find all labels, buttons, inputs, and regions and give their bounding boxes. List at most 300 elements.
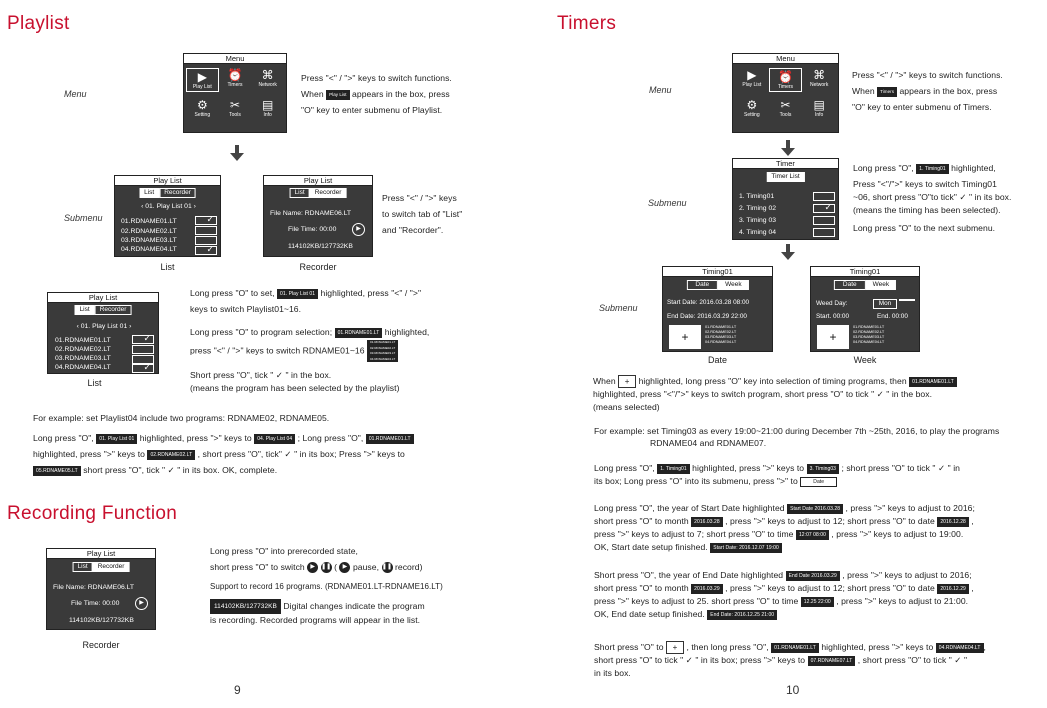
pause-icon: ❚❚ xyxy=(382,562,393,573)
text-line: Long press "O" to the next submenu. xyxy=(853,223,996,233)
menu-icon-grid xyxy=(735,68,836,118)
text-fragment: , xyxy=(971,583,974,593)
text-fragment: , xyxy=(971,516,974,526)
text-fragment: , press ">" keys to adjust to 12; short press "O" to date xyxy=(725,583,935,593)
inline-tag: 01.RDNAME01.LT xyxy=(367,340,398,346)
text-fragment: Short press "O", the year of End Date highlighted xyxy=(594,570,784,580)
menu-item-label: Timers xyxy=(227,82,243,88)
text-fragment: , press ">" keys to adjust to 2016; xyxy=(842,570,972,580)
menu-item-label: Tools xyxy=(779,112,792,118)
tab-recorder[interactable]: Recorder xyxy=(93,562,130,572)
inline-tag: Date xyxy=(800,477,837,487)
text-line xyxy=(852,83,1042,99)
text-fragment: When xyxy=(852,86,875,96)
text-fragment: press "<" / ">" keys to switch RDNAME01~16 xyxy=(190,345,365,356)
add-program-button[interactable]: + xyxy=(669,325,701,349)
play-icon[interactable]: ▶ xyxy=(135,597,148,610)
text-line: Press "<"/">" keys to switch Timing01 xyxy=(853,179,997,189)
text-fragment: , press ">" keys to adjust to 12; short press "O" to date xyxy=(725,516,935,526)
text-line xyxy=(210,599,510,614)
text-fragment: highlighted, long press "O" key into selection of timing programs, then xyxy=(638,376,907,386)
timer-example-step3 xyxy=(594,569,1044,621)
timer-list-screen xyxy=(732,158,839,240)
program-item: 02.RDNAME02.LT xyxy=(705,330,737,334)
inline-tag: Start Date 2016.03.28 xyxy=(787,504,843,514)
text-fragment: its box; Long press "O" into its submenu, press ">" to xyxy=(594,476,798,486)
playlist-icon: ▶ xyxy=(747,68,757,82)
checkbox[interactable] xyxy=(195,226,217,235)
timer-item[interactable]: 4. Timing 04 xyxy=(739,229,777,236)
text-fragment: appears in the box, press xyxy=(352,89,450,99)
file-name: File Name: RDNAME06.LT xyxy=(270,210,352,217)
tab-bar xyxy=(290,188,347,198)
text-line: Short press "O", tick " ✓ " in the box. xyxy=(190,370,332,380)
checkbox[interactable] xyxy=(813,216,835,225)
screen-title: Play List xyxy=(47,549,155,559)
inline-tag: 12:07 08:00 xyxy=(796,530,829,540)
text-line: (means selected) xyxy=(593,402,660,412)
submenu-label: Submenu xyxy=(648,198,687,208)
weed-day-label: Weed Day: xyxy=(816,300,848,307)
menu-label: Menu xyxy=(64,89,87,99)
text-line: RDNAME04 and RDNAME07. xyxy=(650,438,767,448)
menu-item-tools[interactable] xyxy=(769,98,803,118)
text-line xyxy=(594,595,1044,608)
inline-tag: 01.RDNAME01.LT xyxy=(771,643,819,653)
text-line: to switch tab of "List" xyxy=(382,209,463,219)
inline-tag: 04.RDNAME04.LT xyxy=(936,643,984,653)
tab-recorder[interactable]: Recorder xyxy=(310,188,347,198)
timer-example-step2 xyxy=(594,502,1044,554)
text-fragment: Long press "O", the year of Start Date highlighted xyxy=(594,503,785,513)
timing-week-screen xyxy=(810,266,920,352)
submenu-instructions xyxy=(382,190,492,238)
text-fragment: short press "O" to tick " ✓ " in its box; press ">" keys to xyxy=(594,655,806,665)
start-date[interactable]: Start Date: 2016.03.28 08:00 xyxy=(667,299,750,306)
file-name: File Name: RDNAME06.LT xyxy=(53,584,135,591)
network-icon: ⌘ xyxy=(813,68,826,82)
tools-icon: ✂ xyxy=(229,98,241,112)
playlist-list-screen xyxy=(114,175,221,257)
file-time: File Time: 00:00 xyxy=(71,600,120,607)
menu-screen-title: Menu xyxy=(184,54,286,64)
text-fragment: pause, xyxy=(352,562,380,572)
playlist-name: 01. Play List 01 xyxy=(145,203,192,210)
gear-icon: ⚙ xyxy=(746,98,758,112)
text-fragment: short press "O" to month xyxy=(594,583,689,593)
timer-item[interactable]: 3. Timing 03 xyxy=(739,217,777,224)
recording-instructions xyxy=(210,543,510,626)
timer-example-intro xyxy=(594,425,1044,449)
checkbox[interactable] xyxy=(813,204,835,213)
menu-item-label: Timers xyxy=(777,84,794,90)
tab-bar xyxy=(75,305,132,315)
arrow-down-icon xyxy=(781,148,795,156)
screen-title: Play List xyxy=(115,176,220,186)
text-fragment: , short press "O", tick" ✓ " in its box; Press ">" keys to xyxy=(197,449,405,459)
program-list xyxy=(853,325,884,345)
menu-item-timers[interactable] xyxy=(769,68,803,92)
menu-screen-title: Menu xyxy=(733,54,838,64)
text-line xyxy=(594,515,1044,528)
submenu-label: Submenu xyxy=(599,303,638,313)
menu-item-label: Network xyxy=(809,82,829,88)
menu-item-label: Tools xyxy=(229,112,241,118)
list-item[interactable]: 02.RDNAME02.LT xyxy=(121,228,177,235)
menu-item-info[interactable] xyxy=(802,98,836,118)
menu-text-line xyxy=(301,86,541,102)
tab-bar xyxy=(766,172,804,182)
play-icon: ▶ xyxy=(339,562,350,573)
inline-tag: 05.RDNAME05.LT xyxy=(33,466,81,476)
inline-tag: 2016.12.29 xyxy=(937,584,969,594)
tab-timer-list[interactable]: Timer List xyxy=(766,172,804,182)
text-fragment: , xyxy=(983,642,986,652)
tab-date[interactable]: Date xyxy=(834,280,866,290)
list-item[interactable]: 01.RDNAME01.LT xyxy=(55,337,111,344)
menu-item-playlist[interactable] xyxy=(735,68,769,92)
text-fragment: Long press "O", xyxy=(594,463,655,473)
timer-instructions xyxy=(853,160,1043,236)
text-fragment: OK, Start date setup finished. xyxy=(594,542,708,552)
inline-tag: 01.RDNAME01.LT xyxy=(335,328,383,338)
timer-example-step1 xyxy=(594,462,1044,488)
text-line xyxy=(594,654,1044,667)
text-line xyxy=(594,569,1044,582)
submenu-label: Submenu xyxy=(64,213,103,223)
page-number: 10 xyxy=(786,683,800,697)
weekday-field-extra[interactable] xyxy=(899,299,915,301)
checkbox[interactable] xyxy=(195,216,217,225)
inline-tag: 01. Play List 01 xyxy=(277,289,318,299)
menu-label: Menu xyxy=(649,85,672,95)
add-program-button[interactable]: + xyxy=(817,325,849,349)
info-icon: ▤ xyxy=(813,98,825,112)
text-line xyxy=(594,608,1044,621)
recording-heading: Recording Function xyxy=(7,503,178,524)
info-icon: ▤ xyxy=(261,98,274,112)
text-fragment: press ">" keys to adjust to 25. short press "O" to time xyxy=(594,596,799,606)
timer-item[interactable]: 2. Timing 02 xyxy=(739,205,777,212)
inline-tag: 2016.12.28 xyxy=(937,517,969,527)
list-item[interactable]: 01.RDNAME01.LT xyxy=(121,218,177,225)
timers-inline-icon: Timers xyxy=(877,87,897,97)
text-fragment: , press ">" keys to adjust to 19:00. xyxy=(831,529,964,539)
playlist-icon: ▶ xyxy=(197,70,207,84)
text-fragment: When xyxy=(593,376,616,386)
date-caption: Date xyxy=(707,355,727,365)
text-line: For example: set Playlist04 include two programs: RDNAME02, RDNAME05. xyxy=(33,413,330,423)
menu-item-setting[interactable] xyxy=(186,98,219,118)
program-item: 01.RDNAME01.LT xyxy=(853,325,885,329)
screen-title: Timing01 xyxy=(663,267,772,277)
text-line xyxy=(33,446,523,462)
weekday-field[interactable]: Mon xyxy=(873,299,897,309)
tab-recorder[interactable]: Recorder xyxy=(95,305,132,315)
menu-screen xyxy=(183,53,287,133)
tab-list[interactable]: List xyxy=(73,562,93,572)
tab-list[interactable]: List xyxy=(75,305,95,315)
program-item: 04.RDNAME04.LT xyxy=(705,340,737,344)
storage-size: 114102KB/127732KB xyxy=(69,617,134,624)
text-line: "O" key to enter submenu of Timers. xyxy=(852,102,992,112)
storage-size: 114102KB/127732KB xyxy=(288,243,353,250)
text-line xyxy=(853,160,1043,176)
tab-recorder[interactable]: Recorder xyxy=(159,188,196,198)
list-item[interactable]: 03.RDNAME03.LT xyxy=(121,237,177,244)
list-instructions xyxy=(190,285,490,395)
text-fragment: , then long press "O", xyxy=(686,642,769,652)
program-item: 04.RDNAME04.LT xyxy=(853,340,885,344)
text-line xyxy=(594,541,1044,554)
text-fragment: highlighted, press ">" keys to xyxy=(139,433,252,443)
inline-tag: 02.RDNAME02.LT xyxy=(147,450,195,460)
text-line: highlighted, press "<"/">" keys to switch program, short press "O" to tick " ✓ " in the box. xyxy=(593,389,933,399)
tab-bar xyxy=(834,280,896,290)
playlist-name: 01. Play List 01 xyxy=(80,323,128,330)
pause-icon: ❚❚ xyxy=(321,562,332,573)
arrow-down-icon xyxy=(786,244,790,252)
text-line: Support to record 16 programs. (RDNAME01.LT-RDNAME16.LT) xyxy=(210,582,443,591)
text-fragment: , press ">" keys to adjust to 21:00. xyxy=(836,596,969,606)
tab-bar xyxy=(686,280,748,290)
inline-tag: 1. Timing01 xyxy=(916,164,948,174)
inline-tag: 2016.03.28 xyxy=(691,517,723,527)
text-line: (means the program has been selected by the playlist) xyxy=(190,383,400,393)
week-caption: Week xyxy=(853,355,877,365)
plus-box-icon: + xyxy=(618,375,636,388)
text-fragment: Long press "O", xyxy=(853,163,914,173)
text-line: (means the timing has been selected). xyxy=(853,205,1001,215)
inline-tag: 03.RDNAME03.LT xyxy=(367,351,398,357)
page-number: 9 xyxy=(234,683,241,697)
checkbox[interactable] xyxy=(195,246,217,255)
text-fragment: Long press "O" to set, xyxy=(190,288,275,298)
play-icon: ▶ xyxy=(307,562,318,573)
network-icon: ⌘ xyxy=(261,68,274,82)
text-line: and "Recorder". xyxy=(382,225,444,235)
text-line xyxy=(594,528,1044,541)
inline-tag: 2016.03.29 xyxy=(691,584,723,594)
text-fragment: highlighted, press ">" keys to xyxy=(821,642,934,652)
text-fragment: short press "O", tick " ✓ " in its box. OK, complete. xyxy=(83,465,278,475)
text-line: is recording. Recorded programs will appear in the list. xyxy=(210,615,421,625)
menu-item-label: Info xyxy=(814,112,824,118)
text-line xyxy=(210,559,510,575)
text-fragment: highlighted, xyxy=(951,163,996,173)
menu-item-setting[interactable] xyxy=(735,98,769,118)
inline-tag: 01.RDNAME01.LT xyxy=(366,434,414,444)
text-line xyxy=(190,285,490,301)
checkbox[interactable] xyxy=(132,335,154,344)
recorder-caption: Recorder xyxy=(299,262,337,272)
menu-item-tools[interactable] xyxy=(219,98,252,118)
program-item: 03.RDNAME03.LT xyxy=(705,335,737,339)
text-line: keys to switch Playlist01~16. xyxy=(190,304,302,314)
alarm-clock-icon: ⏰ xyxy=(227,68,243,82)
menu-item-label: Network xyxy=(258,82,277,88)
menu-item-timers[interactable] xyxy=(219,68,252,92)
inline-tag: 01.RDNAME01.LT xyxy=(909,377,957,387)
timers-heading: Timers xyxy=(557,13,617,34)
screen-title: Timer xyxy=(733,159,838,169)
program-item: 01.RDNAME01.LT xyxy=(705,325,737,329)
inline-tag: 1. Timing01 xyxy=(657,464,689,474)
text-line: Long press "O" into prerecorded state, xyxy=(210,546,358,556)
menu-icon-grid xyxy=(186,68,284,118)
inline-tag: 02.RDNAME02.LT xyxy=(367,346,398,352)
inline-tag: 3. Timing03 xyxy=(807,464,839,474)
checkbox[interactable] xyxy=(813,228,835,237)
text-line xyxy=(190,340,490,362)
list-item[interactable]: 03.RDNAME03.LT xyxy=(55,355,111,362)
arrow-down-icon xyxy=(235,145,239,153)
playlist-list-screen-2 xyxy=(47,292,159,374)
inline-tag: Start Date: 2016.12.07 19:00 xyxy=(710,543,782,553)
playlist-recorder-screen xyxy=(263,175,373,257)
play-icon[interactable]: ▶ xyxy=(352,223,365,236)
text-line xyxy=(594,641,1044,654)
inline-tag: 07.RDNAME07.LT xyxy=(808,656,856,666)
timing-date-screen xyxy=(662,266,773,352)
inline-tag: 12.25 22:00 xyxy=(801,597,834,607)
text-line xyxy=(594,475,1044,488)
screen-title: Play List xyxy=(264,176,372,186)
inline-tag: End Date 2016.03.29 xyxy=(786,571,840,581)
inline-tag: End Date: 2016.12.25 21:00 xyxy=(707,610,777,620)
text-fragment: record) xyxy=(394,562,423,572)
text-line: Press "<" / ">" keys xyxy=(382,193,457,203)
timer-item[interactable]: 1. Timing01 xyxy=(739,193,775,200)
text-fragment: , short press "O" to tick " ✓ " xyxy=(857,655,968,665)
menu-item-info[interactable] xyxy=(251,98,284,118)
arrow-down-icon xyxy=(786,140,790,148)
text-line: ~06, short press "O"to tick" ✓ " in its box. xyxy=(853,192,1012,202)
plus-box-icon: + xyxy=(666,641,684,654)
text-line: For example: set Timing03 as every 19:00~21:00 during December 7th ~25th, 2016, to play the programs xyxy=(594,426,1000,436)
list-item[interactable]: 02.RDNAME02.LT xyxy=(55,346,111,353)
checkbox[interactable] xyxy=(132,364,154,373)
tab-date[interactable]: Date xyxy=(686,280,718,290)
end-date[interactable]: End Date: 2016.03.29 22:00 xyxy=(667,313,747,320)
menu-item-network[interactable] xyxy=(251,68,284,92)
inline-tag-stack xyxy=(367,340,398,362)
menu-item-label: Info xyxy=(263,112,272,118)
menu-item-label: Setting xyxy=(194,112,211,118)
playlist-inline-icon: Play List xyxy=(326,90,349,100)
program-item: 02.RDNAME02.LT xyxy=(853,330,885,334)
text-fragment: Digital changes indicate the program xyxy=(283,600,425,611)
text-fragment: highlighted, xyxy=(384,327,430,337)
menu-text-line: Press "<" / ">" keys to switch functions. xyxy=(301,73,452,83)
text-fragment: Long press "O", xyxy=(33,433,94,443)
program-item: 03.RDNAME03.LT xyxy=(853,335,885,339)
text-line xyxy=(593,375,1043,388)
playlist-selector[interactable]: ‹ 01. Play List 01 › xyxy=(141,203,196,210)
text-fragment: When xyxy=(301,89,324,99)
menu-item-label: Play List xyxy=(192,84,212,90)
start-time[interactable]: Start. 00:00 xyxy=(816,313,850,320)
text-line xyxy=(594,502,1044,515)
inline-tag: 114102KB/127732KB xyxy=(210,599,281,614)
program-list xyxy=(705,325,736,345)
tab-list[interactable]: List xyxy=(290,188,310,198)
tab-week[interactable]: Week xyxy=(866,280,897,290)
end-time[interactable]: End. 00:00 xyxy=(877,313,908,320)
alarm-clock-icon: ⏰ xyxy=(778,70,793,84)
text-line: in its box. xyxy=(594,668,631,678)
menu-item-playlist[interactable] xyxy=(186,68,219,92)
inline-tag: 04.RDNAME04.LT xyxy=(367,357,398,363)
text-fragment: short press "O" to month xyxy=(594,516,689,526)
list-item[interactable]: 04.RDNAME04.LT xyxy=(121,246,177,253)
menu-text-line: "O" key to enter submenu of Playlist. xyxy=(301,105,443,115)
timing-program-instructions xyxy=(593,375,1043,414)
menu-item-label: Setting xyxy=(744,112,760,118)
inline-tag: 04. Play List 04 xyxy=(254,434,295,444)
screen-title: Timing01 xyxy=(811,267,919,277)
timers-menu-instructions xyxy=(852,67,1042,115)
text-line: Press "<" / ">" keys to switch functions. xyxy=(852,70,1003,80)
playlist-example xyxy=(33,410,523,478)
recorder-caption: Recorder xyxy=(82,640,120,650)
checkbox[interactable] xyxy=(813,192,835,201)
menu-screen xyxy=(732,53,839,133)
text-fragment: highlighted, press "<" / ">" xyxy=(320,288,422,298)
file-time: File Time: 00:00 xyxy=(288,226,337,233)
tab-week[interactable]: Week xyxy=(718,280,749,290)
text-fragment: short press "O" to switch xyxy=(210,562,305,572)
text-fragment: OK, End date setup finished. xyxy=(594,609,705,619)
screen-title: Play List xyxy=(48,293,158,303)
text-line xyxy=(33,462,523,478)
text-line xyxy=(594,582,1044,595)
gear-icon: ⚙ xyxy=(196,98,208,112)
menu-item-network[interactable] xyxy=(802,68,836,92)
text-fragment: appears in the box, press xyxy=(899,86,998,96)
list-caption: List xyxy=(87,378,102,388)
playlist-heading: Playlist xyxy=(7,13,70,34)
text-fragment: ( xyxy=(334,562,338,572)
timer-example-step4 xyxy=(594,641,1044,680)
inline-tag: 01. Play List 01 xyxy=(96,434,137,444)
text-fragment: press ">" keys to adjust to 7; short press "O" to time xyxy=(594,529,794,539)
menu-instructions xyxy=(301,70,541,118)
arrow-down-icon xyxy=(781,252,795,260)
arrow-down-icon xyxy=(230,153,244,161)
text-line xyxy=(190,324,490,340)
recording-screen xyxy=(46,548,156,630)
text-fragment: highlighted, press ">" keys to xyxy=(692,463,805,473)
text-line xyxy=(33,430,523,446)
tab-bar xyxy=(139,188,196,198)
text-fragment: Long press "O" to program selection; xyxy=(190,327,333,337)
text-fragment: ; short press "O" to tick " ✓ " in xyxy=(841,463,960,473)
checkbox[interactable] xyxy=(132,345,154,354)
text-fragment: Short press "O" to xyxy=(594,642,664,652)
text-fragment: , press ">" keys to adjust to 2016; xyxy=(845,503,975,513)
list-item[interactable]: 04.RDNAME04.LT xyxy=(55,364,111,371)
list-caption: List xyxy=(160,262,175,272)
playlist-selector[interactable]: ‹ 01. Play List 01 › xyxy=(76,323,132,330)
text-line xyxy=(594,462,1044,475)
tab-bar xyxy=(73,562,130,572)
text-fragment: highlighted, press ">" keys to xyxy=(33,449,145,459)
tools-icon: ✂ xyxy=(780,98,791,112)
menu-item-label: Play List xyxy=(742,82,762,88)
tab-list[interactable]: List xyxy=(139,188,159,198)
text-fragment: ; Long press "O", xyxy=(297,433,364,443)
